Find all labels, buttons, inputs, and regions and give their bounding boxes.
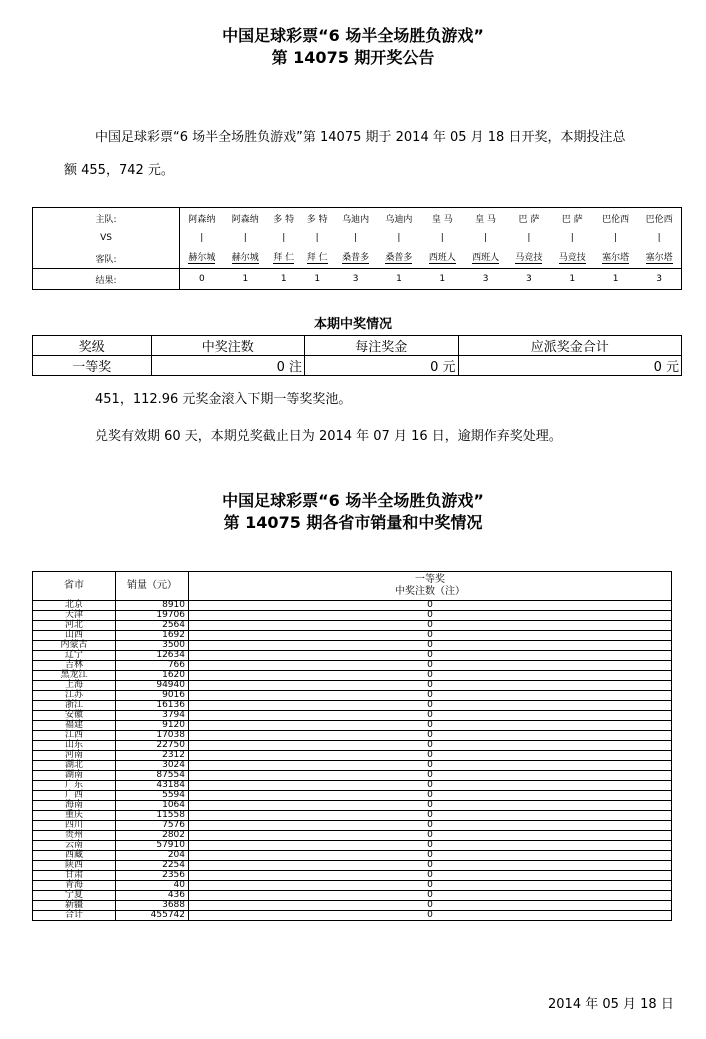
table-row [33, 911, 672, 921]
match-row-sep [33, 228, 682, 248]
sales-cell: 436 [116, 891, 189, 901]
home-team: 多 特 [273, 214, 295, 225]
table-row [33, 356, 682, 376]
away-cell [637, 248, 681, 269]
table-row [33, 851, 672, 861]
prize-header: 中奖注数 [151, 336, 305, 356]
first-prize-cell: 0 [189, 791, 672, 801]
first-prize-cell: 0 [189, 891, 672, 901]
away-cell [551, 248, 594, 269]
first-prize-cell: 0 [189, 731, 672, 741]
table-row [33, 801, 672, 811]
away-cell [507, 248, 550, 269]
first-prize-cell: 0 [189, 681, 672, 691]
divider-mark: | [440, 233, 444, 243]
province-cell: 北京 [33, 601, 116, 611]
province-cell: 湖南 [33, 771, 116, 781]
first-prize-cell: 0 [189, 631, 672, 641]
divider-mark: | [397, 233, 401, 243]
divider-mark: | [484, 233, 488, 243]
away-cell [334, 248, 377, 269]
province-cell: 山西 [33, 631, 116, 641]
province-cell: 云南 [33, 841, 116, 851]
divider-mark: | [315, 233, 319, 243]
away-cell [421, 248, 464, 269]
sales-cell: 94940 [116, 681, 189, 691]
first-prize-cell: 0 [189, 871, 672, 881]
match-result: 1 [267, 269, 300, 290]
prize-header: 每注奖金 [305, 336, 459, 356]
first-prize-cell: 0 [189, 741, 672, 751]
first-prize-cell: 0 [189, 691, 672, 701]
province-cell: 辽宁 [33, 651, 116, 661]
table-row [33, 651, 672, 661]
match-row-label: VS [33, 228, 180, 248]
home-team: 乌迪内 [385, 214, 413, 225]
sales-cell: 43184 [116, 781, 189, 791]
province-cell: 河南 [33, 751, 116, 761]
away-team: 桑普多 [385, 252, 413, 263]
province-cell: 合计 [33, 911, 116, 921]
table-row [33, 871, 672, 881]
sales-cell: 40 [116, 881, 189, 891]
away-team: 西班人 [472, 252, 500, 263]
away-team: 马竞技 [515, 252, 543, 263]
rollover-note: 451，112.96 元奖金滚入下期一等奖奖池。 [95, 392, 352, 407]
table-row [33, 771, 672, 781]
first-prize-cell: 0 [189, 611, 672, 621]
sales-cell: 2356 [116, 871, 189, 881]
prize-count: 0 注 [151, 356, 305, 376]
sales-cell: 22750 [116, 741, 189, 751]
divider-mark: | [354, 233, 358, 243]
province-cell: 海南 [33, 801, 116, 811]
table-row [33, 761, 672, 771]
divider-mark: | [282, 233, 286, 243]
table-row [33, 631, 672, 641]
table-row [33, 611, 672, 621]
sales-cell: 1064 [116, 801, 189, 811]
home-team: 巴 萨 [518, 214, 540, 225]
first-prize-cell: 0 [189, 781, 672, 791]
match-row-away [33, 248, 682, 269]
col-first-prize-line2: 中奖注数（注） [395, 586, 465, 597]
first-prize-cell: 0 [189, 761, 672, 771]
province-cell: 四川 [33, 821, 116, 831]
match-table [32, 207, 682, 290]
sales-cell: 2254 [116, 861, 189, 871]
col-first-prize-line1: 一等奖 [415, 574, 445, 585]
home-team: 巴伦西 [645, 214, 673, 225]
table-row [33, 841, 672, 851]
table-row [33, 831, 672, 841]
divider-mark: | [243, 233, 247, 243]
divider-mark: | [657, 233, 661, 243]
home-team: 巴 萨 [561, 214, 583, 225]
table-row [33, 721, 672, 731]
table-row [33, 751, 672, 761]
match-row-result [33, 269, 682, 290]
first-prize-cell: 0 [189, 821, 672, 831]
province-cell: 天津 [33, 611, 116, 621]
prize-level: 一等奖 [33, 356, 152, 376]
table-row [33, 641, 672, 651]
table-row [33, 691, 672, 701]
sales-cell: 17038 [116, 731, 189, 741]
match-result: 3 [507, 269, 550, 290]
sales-cell: 7576 [116, 821, 189, 831]
first-prize-cell: 0 [189, 641, 672, 651]
away-cell [464, 248, 507, 269]
divider-mark: | [570, 233, 574, 243]
province-cell: 重庆 [33, 811, 116, 821]
first-prize-cell: 0 [189, 701, 672, 711]
sales-cell: 766 [116, 661, 189, 671]
province-cell: 吉林 [33, 661, 116, 671]
home-team: 巴伦西 [602, 214, 630, 225]
table-row [33, 881, 672, 891]
first-prize-cell: 0 [189, 651, 672, 661]
sales-cell: 3500 [116, 641, 189, 651]
province-cell: 新疆 [33, 901, 116, 911]
table-row [33, 731, 672, 741]
match-row-label: 结果: [33, 269, 180, 290]
first-prize-cell: 0 [189, 841, 672, 851]
first-prize-cell: 0 [189, 711, 672, 721]
away-team: 桑普多 [342, 252, 370, 263]
sales-cell: 3794 [116, 711, 189, 721]
divider-mark: | [200, 233, 204, 243]
match-row-label: 客队: [33, 248, 180, 269]
away-cell [594, 248, 637, 269]
first-prize-cell: 0 [189, 771, 672, 781]
province-cell: 河北 [33, 621, 116, 631]
match-row-home [33, 208, 682, 229]
match-result: 1 [421, 269, 464, 290]
province-cell: 广西 [33, 791, 116, 801]
prize-table [32, 335, 682, 376]
home-team: 阿森纳 [188, 214, 216, 225]
province-cell: 甘肃 [33, 871, 116, 881]
sales-cell: 2312 [116, 751, 189, 761]
table-row [33, 781, 672, 791]
province-cell: 江苏 [33, 691, 116, 701]
match-result: 3 [334, 269, 377, 290]
home-team: 皇 马 [431, 214, 453, 225]
match-result: 1 [224, 269, 267, 290]
validity-note: 兑奖有效期 60 天，本期兑奖截止日为 2014 年 07 月 16 日，逾期作弃奖处理。 [95, 429, 562, 444]
away-team: 拜 仁 [306, 252, 328, 263]
match-result: 0 [180, 269, 224, 290]
col-province: 省市 [33, 572, 116, 601]
home-team: 多 特 [306, 214, 328, 225]
table-row [33, 681, 672, 691]
first-prize-cell: 0 [189, 861, 672, 871]
away-team: 西班人 [428, 252, 456, 263]
prize-total: 0 元 [458, 356, 682, 376]
province-cell: 宁夏 [33, 891, 116, 901]
home-team: 阿森纳 [231, 214, 259, 225]
first-prize-cell: 0 [189, 851, 672, 861]
intro-line-1: 中国足球彩票“6 场半全场胜负游戏”第 14075 期于 2014 年 05 月 18 日开奖，本期投注总 [95, 130, 626, 145]
table-row [33, 821, 672, 831]
home-team: 皇 马 [475, 214, 497, 225]
first-prize-cell: 0 [189, 751, 672, 761]
sales-cell: 2802 [116, 831, 189, 841]
sales-subtitle: 第 14075 期各省市销量和中奖情况 [223, 513, 483, 532]
first-prize-cell: 0 [189, 721, 672, 731]
table-row [33, 701, 672, 711]
away-cell [300, 248, 333, 269]
first-prize-cell: 0 [189, 661, 672, 671]
sales-cell: 12634 [116, 651, 189, 661]
home-team: 乌迪内 [342, 214, 370, 225]
first-prize-cell: 0 [189, 831, 672, 841]
footer-date: 2014 年 05 月 18 日 [548, 997, 674, 1012]
table-row [33, 791, 672, 801]
away-team: 赫尔城 [231, 252, 259, 263]
sales-cell: 9120 [116, 721, 189, 731]
col-first-prize [189, 572, 672, 601]
sales-cell: 11558 [116, 811, 189, 821]
province-cell: 黑龙江 [33, 671, 116, 681]
prize-header: 应派奖金合计 [458, 336, 682, 356]
sales-cell: 87554 [116, 771, 189, 781]
province-cell: 山东 [33, 741, 116, 751]
table-row [33, 661, 672, 671]
match-result: 1 [300, 269, 333, 290]
prize-header: 奖级 [33, 336, 152, 356]
away-cell [180, 248, 224, 269]
prize-per-bet: 0 元 [305, 356, 459, 376]
divider-mark: | [527, 233, 531, 243]
match-result: 3 [464, 269, 507, 290]
province-cell: 湖北 [33, 761, 116, 771]
province-cell: 江西 [33, 731, 116, 741]
away-team: 赫尔城 [188, 252, 216, 263]
sales-cell: 455742 [116, 911, 189, 921]
table-row [33, 711, 672, 721]
announcement-subtitle: 第 14075 期开奖公告 [271, 48, 435, 67]
prize-caption: 本期中奖情况 [313, 317, 392, 332]
match-result: 3 [637, 269, 681, 290]
first-prize-cell: 0 [189, 601, 672, 611]
province-cell: 青海 [33, 881, 116, 891]
away-cell [267, 248, 300, 269]
province-cell: 西藏 [33, 851, 116, 861]
province-cell: 内蒙古 [33, 641, 116, 651]
sales-cell: 2564 [116, 621, 189, 631]
match-row-label: 主队: [33, 208, 180, 229]
first-prize-cell: 0 [189, 881, 672, 891]
away-team: 塞尔塔 [602, 252, 630, 263]
province-cell: 福建 [33, 721, 116, 731]
province-cell: 安徽 [33, 711, 116, 721]
first-prize-cell: 0 [189, 811, 672, 821]
first-prize-cell: 0 [189, 671, 672, 681]
col-sales: 销量（元） [116, 572, 189, 601]
province-cell: 上海 [33, 681, 116, 691]
sales-cell: 16136 [116, 701, 189, 711]
announcement-title: 中国足球彩票“6 场半全场胜负游戏” [222, 26, 484, 45]
table-row [33, 741, 672, 751]
first-prize-cell: 0 [189, 621, 672, 631]
sales-cell: 5594 [116, 791, 189, 801]
table-row [33, 861, 672, 871]
sales-cell: 19706 [116, 611, 189, 621]
divider-mark: | [614, 233, 618, 243]
away-cell [224, 248, 267, 269]
table-row [33, 601, 672, 611]
first-prize-cell: 0 [189, 911, 672, 921]
match-result: 1 [594, 269, 637, 290]
away-team: 拜 仁 [273, 252, 295, 263]
sales-cell: 204 [116, 851, 189, 861]
table-row [33, 811, 672, 821]
table-row [33, 671, 672, 681]
away-team: 塞尔塔 [645, 252, 673, 263]
first-prize-cell: 0 [189, 801, 672, 811]
sales-cell: 9016 [116, 691, 189, 701]
table-row [33, 901, 672, 911]
first-prize-cell: 0 [189, 901, 672, 911]
away-cell [377, 248, 420, 269]
match-result: 1 [377, 269, 420, 290]
sales-title: 中国足球彩票“6 场半全场胜负游戏” [222, 491, 484, 510]
intro-line-2: 额 455，742 元。 [64, 163, 174, 178]
sales-cell: 1692 [116, 631, 189, 641]
match-result: 1 [551, 269, 594, 290]
sales-cell: 3024 [116, 761, 189, 771]
sales-cell: 1620 [116, 671, 189, 681]
province-cell: 陕西 [33, 861, 116, 871]
sales-cell: 57910 [116, 841, 189, 851]
away-team: 马竞技 [558, 252, 586, 263]
sales-cell: 3688 [116, 901, 189, 911]
sales-table [32, 571, 672, 921]
table-row [33, 621, 672, 631]
sales-cell: 8910 [116, 601, 189, 611]
province-cell: 广东 [33, 781, 116, 791]
province-cell: 浙江 [33, 701, 116, 711]
table-row [33, 891, 672, 901]
province-cell: 贵州 [33, 831, 116, 841]
